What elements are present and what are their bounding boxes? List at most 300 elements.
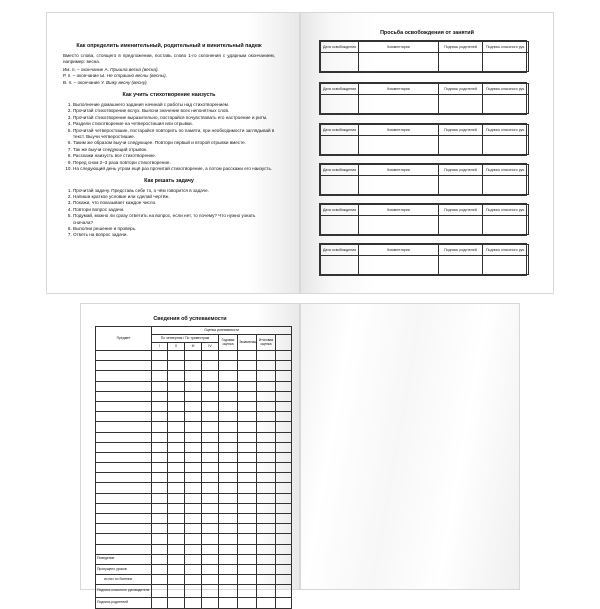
- grade-cell[interactable]: [168, 361, 185, 371]
- release-cell[interactable]: [483, 256, 529, 275]
- release-cell[interactable]: [439, 136, 483, 155]
- grade-cell[interactable]: [219, 381, 238, 391]
- grade-cell[interactable]: [96, 493, 152, 503]
- page-bottom-right: [300, 303, 520, 590]
- grade-cell[interactable]: [185, 544, 202, 554]
- grade-cell[interactable]: [219, 432, 238, 442]
- table-row: [96, 483, 292, 493]
- page-top-right: [300, 12, 554, 294]
- grade-cell[interactable]: [219, 412, 238, 422]
- grade-cell[interactable]: [276, 391, 292, 401]
- grade-cell[interactable]: [202, 381, 219, 391]
- release-cell[interactable]: [359, 176, 439, 195]
- grade-cell[interactable]: [219, 371, 238, 381]
- grade-cell[interactable]: [152, 534, 168, 544]
- table-row: [96, 442, 292, 452]
- grade-cell[interactable]: [219, 585, 238, 598]
- release-cell[interactable]: [439, 256, 483, 275]
- grade-cell[interactable]: [168, 575, 185, 585]
- grade-cell[interactable]: [185, 351, 202, 361]
- footer-label: Подпись классного руководителя: [96, 585, 152, 598]
- grade-cell[interactable]: [238, 524, 257, 534]
- grade-cell[interactable]: [96, 534, 152, 544]
- grade-cell[interactable]: [219, 463, 238, 473]
- grade-cell[interactable]: [168, 452, 185, 462]
- grade-cell[interactable]: [257, 493, 276, 503]
- grade-cell[interactable]: [96, 422, 152, 432]
- grade-cell[interactable]: [276, 401, 292, 411]
- grade-cell[interactable]: [185, 422, 202, 432]
- col-extra: [276, 335, 292, 351]
- grade-cell[interactable]: [238, 452, 257, 462]
- grade-cell[interactable]: [219, 361, 238, 371]
- grade-cell[interactable]: [185, 452, 202, 462]
- grade-cell[interactable]: [219, 598, 238, 608]
- grade-cell[interactable]: [96, 452, 152, 462]
- grade-cell[interactable]: [276, 422, 292, 432]
- release-cell[interactable]: [439, 176, 483, 195]
- list-item: 9. Перед сном 2–3 раза повтори стихотворение.: [73, 160, 275, 166]
- table-row: [96, 493, 292, 503]
- grade-cell[interactable]: [168, 483, 185, 493]
- grade-cell[interactable]: [185, 401, 202, 411]
- grade-cell[interactable]: [238, 575, 257, 585]
- grade-cell[interactable]: [96, 401, 152, 411]
- release-col-teacher-sign: Подпись классного рук.: [483, 165, 529, 176]
- grade-cell[interactable]: [202, 483, 219, 493]
- grade-cell[interactable]: [219, 483, 238, 493]
- grade-cell[interactable]: [257, 575, 276, 585]
- table-row: [96, 524, 292, 534]
- release-col-parent-sign: Подпись родителей: [439, 165, 483, 176]
- grade-cell[interactable]: [276, 371, 292, 381]
- grade-cell[interactable]: [238, 361, 257, 371]
- release-cell[interactable]: [359, 53, 439, 72]
- grade-cell[interactable]: [202, 442, 219, 452]
- release-cell[interactable]: [483, 176, 529, 195]
- grade-cell[interactable]: [185, 463, 202, 473]
- release-cell[interactable]: [483, 53, 529, 72]
- grade-cell[interactable]: [202, 598, 219, 608]
- list-item: 6. Таким же образом выучи следующее. Повтори первый и второй отрывки вместе.: [73, 140, 275, 146]
- col-grades: Оценка успеваемости: [152, 327, 292, 335]
- grade-cell[interactable]: [276, 585, 292, 598]
- table-row: [96, 554, 292, 564]
- grade-cell[interactable]: [276, 442, 292, 452]
- grade-cell[interactable]: [219, 442, 238, 452]
- grade-cell[interactable]: [96, 351, 152, 361]
- grade-cell[interactable]: [185, 534, 202, 544]
- grade-cell[interactable]: [257, 422, 276, 432]
- grade-cell[interactable]: [96, 483, 152, 493]
- grade-cell[interactable]: [276, 473, 292, 483]
- grade-cell[interactable]: [257, 503, 276, 513]
- grade-cell[interactable]: [185, 493, 202, 503]
- table-row: [96, 503, 292, 513]
- grade-cell[interactable]: [219, 514, 238, 524]
- grade-cell[interactable]: [168, 432, 185, 442]
- grade-cell[interactable]: [257, 361, 276, 371]
- grade-cell[interactable]: [276, 381, 292, 391]
- grade-cell[interactable]: [202, 463, 219, 473]
- grade-cell[interactable]: [257, 391, 276, 401]
- grade-cell[interactable]: [152, 442, 168, 452]
- release-cell[interactable]: [439, 53, 483, 72]
- grade-cell[interactable]: [219, 391, 238, 401]
- grade-cell[interactable]: [257, 473, 276, 483]
- grade-cell[interactable]: [152, 585, 168, 598]
- release-cell[interactable]: [359, 256, 439, 275]
- grade-cell[interactable]: [185, 524, 202, 534]
- grade-cell[interactable]: [202, 422, 219, 432]
- grade-cell[interactable]: [152, 432, 168, 442]
- grade-cell[interactable]: [152, 381, 168, 391]
- grade-cell[interactable]: [185, 412, 202, 422]
- grade-cell[interactable]: [152, 412, 168, 422]
- grade-cell[interactable]: [185, 442, 202, 452]
- case-ending-row: В. п. – окончание У. Вижу весну (весну).: [63, 79, 148, 85]
- grade-cell[interactable]: [185, 503, 202, 513]
- release-cell[interactable]: [483, 136, 529, 155]
- grade-cell[interactable]: [238, 564, 257, 574]
- heading-poem: Как учить стихотворение наизусть: [122, 92, 216, 99]
- grade-cell[interactable]: [276, 575, 292, 585]
- grade-cell[interactable]: [185, 598, 202, 608]
- release-cell[interactable]: [321, 53, 359, 72]
- grade-cell[interactable]: [96, 442, 152, 452]
- grade-cell[interactable]: [257, 463, 276, 473]
- col-subject: Предмет: [96, 327, 152, 351]
- grade-cell[interactable]: [202, 493, 219, 503]
- grade-cell[interactable]: [202, 473, 219, 483]
- grade-cell[interactable]: [185, 514, 202, 524]
- grade-cell[interactable]: [96, 503, 152, 513]
- grade-cell[interactable]: [219, 401, 238, 411]
- grade-cell[interactable]: [238, 371, 257, 381]
- grade-cell[interactable]: [168, 598, 185, 608]
- grade-cell[interactable]: [257, 524, 276, 534]
- release-col-date: Дата освобождения: [321, 84, 359, 95]
- grade-cell[interactable]: [257, 585, 276, 598]
- grade-cell[interactable]: [219, 554, 238, 564]
- case-ending-row: Им. п. – окончание А. Пришла весна (весна).: [63, 66, 159, 72]
- grade-cell[interactable]: [219, 493, 238, 503]
- grade-cell[interactable]: [238, 432, 257, 442]
- release-col-parent-sign: Подпись родителей: [439, 245, 483, 256]
- table-row: [96, 371, 292, 381]
- grade-cell[interactable]: [219, 564, 238, 574]
- release-col-comments: Комментарии: [359, 165, 439, 176]
- grade-cell[interactable]: [276, 412, 292, 422]
- list-item: 5. Прочитай четверостишие, постарайся повторить по памяти, при необходимости заглядывай в текст. Выучи четверостишие.: [73, 128, 275, 141]
- col-final: Итоговая оценка: [257, 335, 276, 351]
- release-col-parent-sign: Подпись родителей: [439, 84, 483, 95]
- grade-cell[interactable]: [185, 483, 202, 493]
- grade-cell[interactable]: [152, 401, 168, 411]
- grade-cell[interactable]: [152, 524, 168, 534]
- grade-cell[interactable]: [96, 463, 152, 473]
- grade-cell[interactable]: [168, 401, 185, 411]
- grade-cell[interactable]: [168, 493, 185, 503]
- grade-cell[interactable]: [185, 575, 202, 585]
- release-form: [319, 40, 527, 73]
- grade-cell[interactable]: [96, 371, 152, 381]
- grade-cell[interactable]: [257, 351, 276, 361]
- grade-cell[interactable]: [276, 503, 292, 513]
- grade-cell[interactable]: [202, 534, 219, 544]
- grade-cell[interactable]: [152, 473, 168, 483]
- grade-cell[interactable]: [185, 361, 202, 371]
- release-cell[interactable]: [439, 95, 483, 114]
- grade-cell[interactable]: [276, 544, 292, 554]
- grade-cell[interactable]: [238, 544, 257, 554]
- grade-cell[interactable]: [202, 524, 219, 534]
- grade-cell[interactable]: [257, 564, 276, 574]
- grade-cell[interactable]: [238, 554, 257, 564]
- grade-cell[interactable]: [168, 391, 185, 401]
- grade-cell[interactable]: [276, 432, 292, 442]
- grade-cell[interactable]: [202, 514, 219, 524]
- grade-cell[interactable]: [152, 361, 168, 371]
- grade-cell[interactable]: [202, 452, 219, 462]
- grade-cell[interactable]: [152, 544, 168, 554]
- grade-cell[interactable]: [96, 432, 152, 442]
- progress-table: [95, 326, 292, 609]
- grade-cell[interactable]: [257, 534, 276, 544]
- release-cell[interactable]: [321, 95, 359, 114]
- grade-cell[interactable]: [152, 452, 168, 462]
- release-form: [319, 203, 527, 236]
- grade-cell[interactable]: [257, 554, 276, 564]
- grade-cell[interactable]: [185, 585, 202, 598]
- release-col-teacher-sign: Подпись классного рук.: [483, 84, 529, 95]
- grade-cell[interactable]: [202, 503, 219, 513]
- grade-cell[interactable]: [152, 598, 168, 608]
- grade-cell[interactable]: [168, 503, 185, 513]
- grade-cell[interactable]: [152, 503, 168, 513]
- grade-cell[interactable]: [152, 371, 168, 381]
- col-q3: III: [185, 343, 202, 351]
- grade-cell[interactable]: [202, 351, 219, 361]
- grade-cell[interactable]: [257, 514, 276, 524]
- release-col-comments: Комментарии: [359, 84, 439, 95]
- list-item: 7. Так же выучи следующий отрывок.: [73, 147, 275, 153]
- grade-cell[interactable]: [96, 412, 152, 422]
- grade-cell[interactable]: [185, 564, 202, 574]
- release-col-teacher-sign: Подпись классного рук.: [483, 125, 529, 136]
- grade-cell[interactable]: [202, 575, 219, 585]
- list-item: 4. Повтори вопрос задачи.: [73, 207, 275, 213]
- grade-cell[interactable]: [152, 483, 168, 493]
- grade-cell[interactable]: [185, 473, 202, 483]
- release-col-comments: Комментарии: [359, 42, 439, 53]
- grade-cell[interactable]: [276, 493, 292, 503]
- release-cell[interactable]: [321, 256, 359, 275]
- grade-cell[interactable]: [202, 371, 219, 381]
- release-cell[interactable]: [439, 216, 483, 235]
- grade-cell[interactable]: [185, 554, 202, 564]
- grade-cell[interactable]: [257, 432, 276, 442]
- tl-content: [63, 43, 275, 244]
- grade-cell[interactable]: [202, 554, 219, 564]
- table-row: [96, 544, 292, 554]
- grade-cell[interactable]: [238, 381, 257, 391]
- table-row: [96, 564, 292, 574]
- grade-cell[interactable]: [152, 575, 168, 585]
- footer-label: Поведение: [96, 554, 152, 564]
- grade-cell[interactable]: [238, 473, 257, 483]
- grade-cell[interactable]: [238, 442, 257, 452]
- grade-cell[interactable]: [219, 422, 238, 432]
- grade-cell[interactable]: [257, 483, 276, 493]
- grade-cell[interactable]: [219, 534, 238, 544]
- table-row: [96, 351, 292, 361]
- release-title: Просьба освобождения от занятий: [380, 30, 474, 36]
- grade-cell[interactable]: [168, 534, 185, 544]
- grade-cell[interactable]: [276, 452, 292, 462]
- grade-cell[interactable]: [276, 534, 292, 544]
- grade-cell[interactable]: [168, 473, 185, 483]
- grade-cell[interactable]: [96, 381, 152, 391]
- release-cell[interactable]: [359, 95, 439, 114]
- release-cell[interactable]: [359, 136, 439, 155]
- grade-cell[interactable]: [96, 514, 152, 524]
- grade-cell[interactable]: [219, 503, 238, 513]
- list-item: 1. Выполнение домашнего задания начинай с работы над стихотворением.: [73, 102, 275, 108]
- grade-cell[interactable]: [219, 544, 238, 554]
- release-cell[interactable]: [321, 216, 359, 235]
- grade-cell[interactable]: [202, 564, 219, 574]
- grade-cell[interactable]: [219, 473, 238, 483]
- grade-cell[interactable]: [276, 524, 292, 534]
- grade-cell[interactable]: [202, 401, 219, 411]
- grade-cell[interactable]: [168, 422, 185, 432]
- grade-cell[interactable]: [96, 524, 152, 534]
- grade-cell[interactable]: [152, 564, 168, 574]
- grade-cell[interactable]: [238, 391, 257, 401]
- grade-cell[interactable]: [96, 361, 152, 371]
- release-cell[interactable]: [321, 176, 359, 195]
- release-col-teacher-sign: Подпись классного рук.: [483, 245, 529, 256]
- grade-cell[interactable]: [276, 351, 292, 361]
- grade-cell[interactable]: [168, 564, 185, 574]
- footer-label: Пропущено уроков: [96, 564, 152, 574]
- table-row: [96, 401, 292, 411]
- table-row: [96, 452, 292, 462]
- grade-cell[interactable]: [202, 432, 219, 442]
- grade-cell[interactable]: [238, 422, 257, 432]
- grade-cell[interactable]: [168, 544, 185, 554]
- grade-cell[interactable]: [257, 598, 276, 608]
- grade-cell[interactable]: [238, 351, 257, 361]
- grade-cell[interactable]: [168, 554, 185, 564]
- grade-cell[interactable]: [168, 463, 185, 473]
- grade-cell[interactable]: [185, 432, 202, 442]
- grade-cell[interactable]: [152, 351, 168, 361]
- grade-cell[interactable]: [276, 361, 292, 371]
- grade-cell[interactable]: [185, 381, 202, 391]
- grade-cell[interactable]: [202, 585, 219, 598]
- grade-cell[interactable]: [238, 534, 257, 544]
- grade-cell[interactable]: [257, 381, 276, 391]
- grade-cell[interactable]: [276, 514, 292, 524]
- grade-cell[interactable]: [185, 371, 202, 381]
- release-cell[interactable]: [359, 216, 439, 235]
- grade-cell[interactable]: [257, 544, 276, 554]
- grade-cell[interactable]: [238, 493, 257, 503]
- grade-cell[interactable]: [219, 351, 238, 361]
- grade-cell[interactable]: [238, 412, 257, 422]
- list-item: 4. Раздели стихотворение на четверостишия или отрывки.: [73, 121, 275, 127]
- release-cell[interactable]: [483, 216, 529, 235]
- table-row: [96, 391, 292, 401]
- list-item: 1. Прочитай задачу. Представь себе то, о чём говорится в задаче.: [73, 188, 275, 194]
- grade-cell[interactable]: [152, 493, 168, 503]
- grade-cell[interactable]: [257, 412, 276, 422]
- grade-cell[interactable]: [152, 463, 168, 473]
- grade-cell[interactable]: [168, 371, 185, 381]
- list-item: 2. Напиши краткое условие или сделай чертёж.: [73, 194, 275, 200]
- grade-cell[interactable]: [168, 514, 185, 524]
- grade-cell[interactable]: [219, 575, 238, 585]
- grade-cell[interactable]: [257, 371, 276, 381]
- col-q4: IV: [202, 343, 219, 351]
- grade-cell[interactable]: [257, 452, 276, 462]
- grade-cell[interactable]: [185, 391, 202, 401]
- grade-cell[interactable]: [276, 564, 292, 574]
- grade-cell[interactable]: [96, 391, 152, 401]
- grade-cell[interactable]: [168, 381, 185, 391]
- grade-cell[interactable]: [276, 463, 292, 473]
- grade-cell[interactable]: [219, 524, 238, 534]
- release-cell[interactable]: [483, 95, 529, 114]
- grade-cell[interactable]: [257, 442, 276, 452]
- grade-cell[interactable]: [152, 514, 168, 524]
- grade-cell[interactable]: [276, 554, 292, 564]
- grade-cell[interactable]: [238, 401, 257, 411]
- grade-cell[interactable]: [238, 585, 257, 598]
- grade-cell[interactable]: [168, 351, 185, 361]
- heading-task: Как решать задачу: [144, 177, 194, 184]
- col-quarters: По четвертям / По триместрам: [152, 335, 219, 343]
- grade-cell[interactable]: [276, 598, 292, 608]
- grade-cell[interactable]: [152, 391, 168, 401]
- grade-cell[interactable]: [168, 442, 185, 452]
- grade-cell[interactable]: [96, 544, 152, 554]
- release-col-date: Дата освобождения: [321, 205, 359, 216]
- grade-cell[interactable]: [219, 452, 238, 462]
- grade-cell[interactable]: [168, 412, 185, 422]
- grade-cell[interactable]: [202, 361, 219, 371]
- grade-cell[interactable]: [238, 514, 257, 524]
- grade-cell[interactable]: [257, 401, 276, 411]
- grade-cell[interactable]: [276, 483, 292, 493]
- grade-cell[interactable]: [202, 391, 219, 401]
- grade-cell[interactable]: [238, 483, 257, 493]
- grade-cell[interactable]: [152, 554, 168, 564]
- grade-cell[interactable]: [152, 422, 168, 432]
- grade-cell[interactable]: [238, 463, 257, 473]
- grade-cell[interactable]: [168, 524, 185, 534]
- list-item: 7. Ответь на вопрос задачи.: [73, 232, 275, 238]
- grade-cell[interactable]: [238, 503, 257, 513]
- grade-cell[interactable]: [168, 585, 185, 598]
- grade-cell[interactable]: [202, 544, 219, 554]
- release-cell[interactable]: [321, 136, 359, 155]
- grade-cell[interactable]: [238, 598, 257, 608]
- grade-cell[interactable]: [202, 412, 219, 422]
- grade-cell[interactable]: [96, 473, 152, 483]
